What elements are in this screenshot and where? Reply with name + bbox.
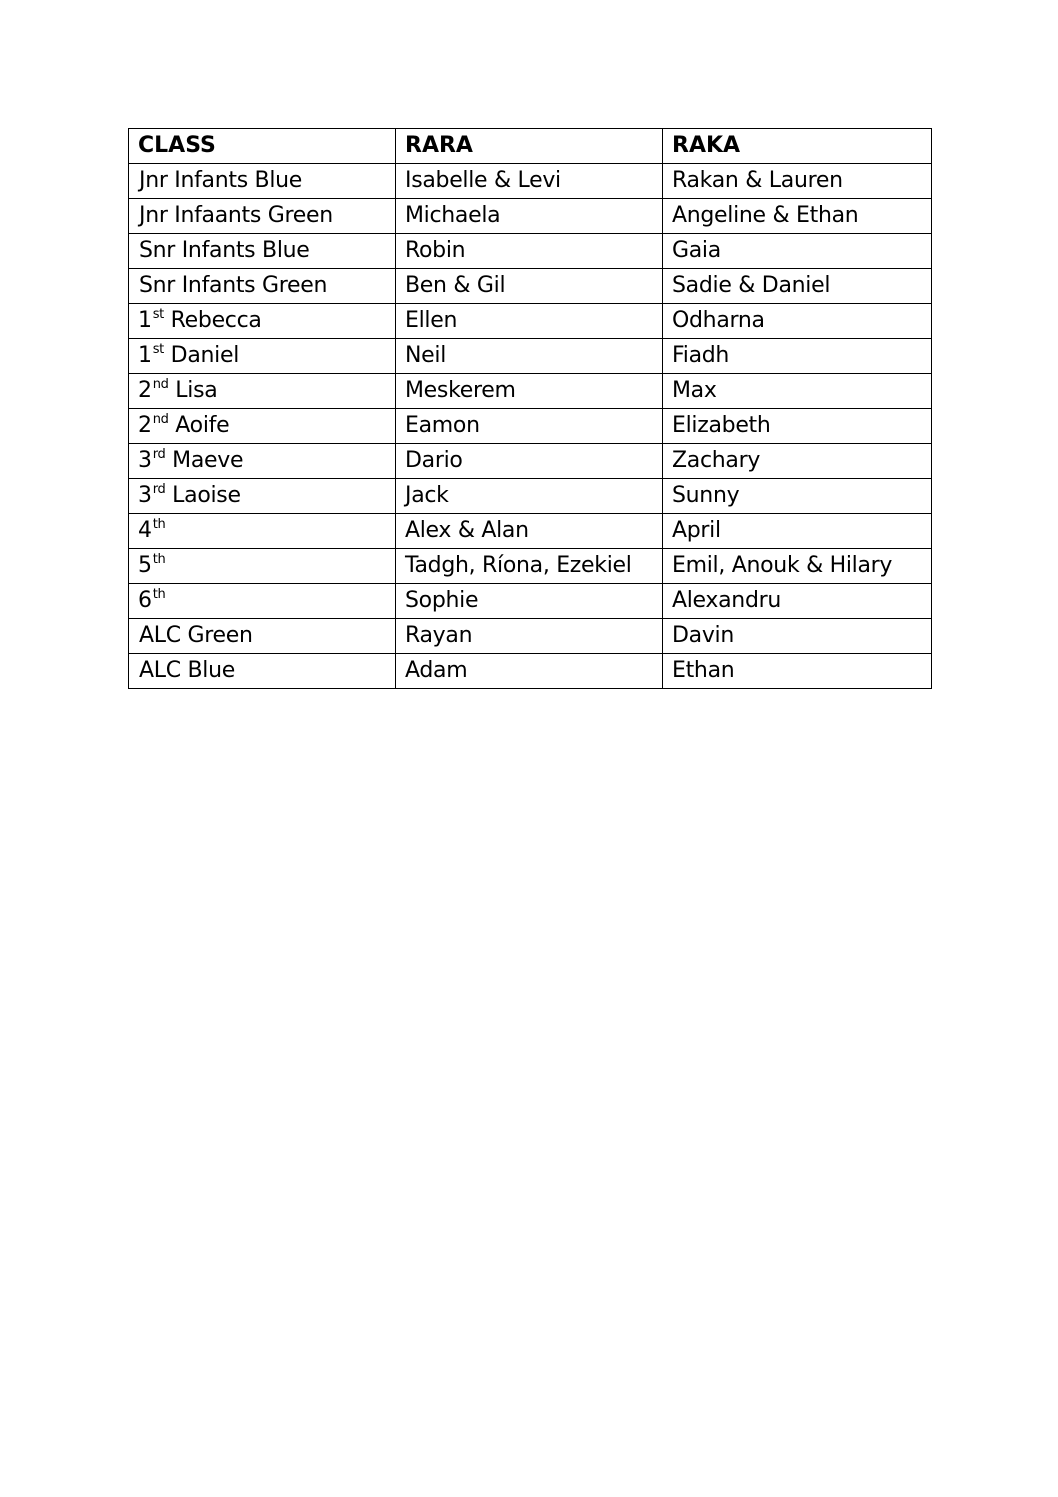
raka-cell: Fiadh [663,339,932,374]
class-cell [129,479,396,514]
table-row [129,199,932,234]
rara-cell: Ellen [396,304,663,339]
rara-cell: Sophie [396,584,663,619]
class-cell [129,269,396,304]
class-name: Jnr Infaants Green [139,203,333,228]
raka-cell: Emil, Anouk & Hilary [663,549,932,584]
class-name: Aoife [168,413,230,438]
raka-cell: Max [663,374,932,409]
rara-cell: Michaela [396,199,663,234]
class-number: 4 [138,518,152,543]
raka-cell: Angeline & Ethan [663,199,932,234]
class-number: 6 [138,588,152,613]
class-cell [129,374,396,409]
table-row [129,304,932,339]
table-row [129,479,932,514]
rara-cell: Jack [396,479,663,514]
class-ordinal-suffix: nd [152,412,169,427]
table-row [129,619,932,654]
class-name: Snr Infants Green [139,273,328,298]
table-row [129,444,932,479]
table-header-row [129,129,932,164]
class-name: Laoise [165,483,241,508]
table-row [129,654,932,689]
table-row [129,514,932,549]
raka-cell: Elizabeth [663,409,932,444]
class-number: 2 [138,378,152,403]
class-number: 1 [138,343,152,368]
table-row [129,164,932,199]
table-row [129,374,932,409]
class-number: 1 [138,308,152,333]
class-cell [129,549,396,584]
raka-cell: Odharna [663,304,932,339]
table-row [129,584,932,619]
table-row [129,234,932,269]
rara-cell: Meskerem [396,374,663,409]
class-cell [129,444,396,479]
class-number: 3 [138,448,152,473]
raka-cell: Sunny [663,479,932,514]
raka-cell: Alexandru [663,584,932,619]
table-row [129,339,932,374]
class-cell [129,234,396,269]
rara-cell: Neil [396,339,663,374]
class-ordinal-suffix: rd [152,447,166,462]
rara-cell: Rayan [396,619,663,654]
class-cell [129,164,396,199]
table-row [129,409,932,444]
table-row [129,269,932,304]
class-name: Daniel [163,343,240,368]
rara-cell: Robin [396,234,663,269]
class-number: 2 [138,413,152,438]
class-ordinal-suffix: th [152,552,166,567]
raka-cell: Davin [663,619,932,654]
class-name: ALC Green [139,623,253,648]
raka-cell: Zachary [663,444,932,479]
raka-cell: Sadie & Daniel [663,269,932,304]
class-name: ALC Blue [139,658,235,683]
class-cell [129,654,396,689]
class-number: 5 [138,553,152,578]
rara-cell: Eamon [396,409,663,444]
class-cell [129,619,396,654]
class-name: Maeve [165,448,244,473]
class-ordinal-suffix: th [152,517,166,532]
raka-cell: Gaia [663,234,932,269]
rara-cell: Alex & Alan [396,514,663,549]
header-class: CLASS [129,129,396,164]
class-name: Jnr Infants Blue [139,168,303,193]
rara-cell: Adam [396,654,663,689]
header-rara: RARA [396,129,663,164]
class-name: Rebecca [163,308,262,333]
class-ordinal-suffix: nd [152,377,169,392]
rara-cell: Dario [396,444,663,479]
class-awards-table [128,128,932,689]
class-number: 3 [138,483,152,508]
rara-cell: Isabelle & Levi [396,164,663,199]
class-cell [129,409,396,444]
class-ordinal-suffix: th [152,587,166,602]
header-raka: RAKA [663,129,932,164]
raka-cell: April [663,514,932,549]
rara-cell: Ben & Gil [396,269,663,304]
class-name: Snr Infants Blue [139,238,310,263]
class-cell [129,514,396,549]
rara-cell: Tadgh, Ríona, Ezekiel [396,549,663,584]
class-cell [129,339,396,374]
class-ordinal-suffix: rd [152,482,166,497]
raka-cell: Ethan [663,654,932,689]
raka-cell: Rakan & Lauren [663,164,932,199]
class-ordinal-suffix: st [152,342,164,357]
class-cell [129,199,396,234]
class-name: Lisa [168,378,218,403]
table-row [129,549,932,584]
class-cell [129,304,396,339]
class-ordinal-suffix: st [152,307,164,322]
class-cell [129,584,396,619]
